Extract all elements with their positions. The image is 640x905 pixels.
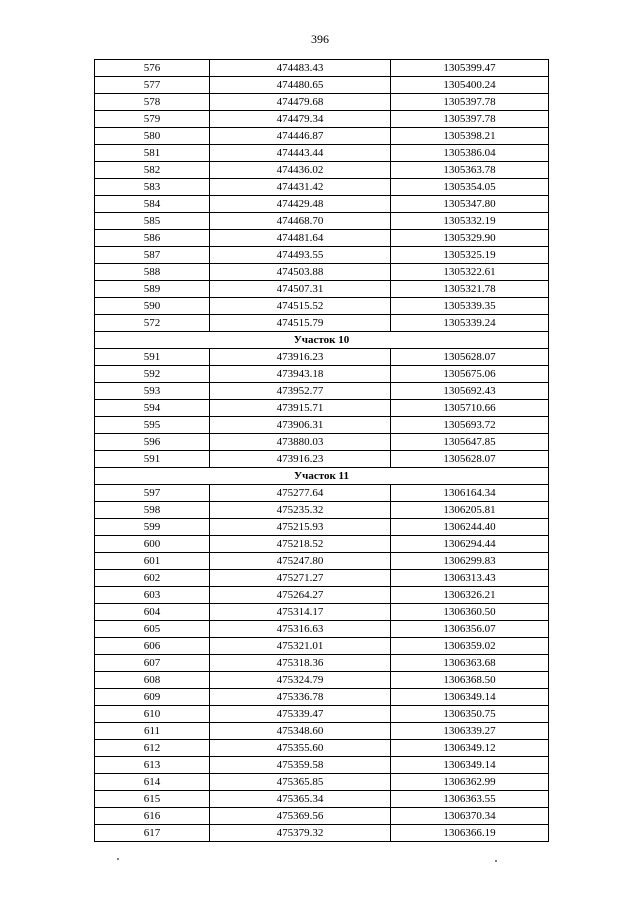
x-coordinate-cell: 475316.63 <box>210 621 391 638</box>
x-coordinate-cell: 474431.42 <box>210 179 391 196</box>
x-coordinate-cell: 475365.85 <box>210 774 391 791</box>
x-coordinate-cell: 475348.60 <box>210 723 391 740</box>
y-coordinate-cell: 1305329.90 <box>391 230 549 247</box>
table-row <box>95 706 549 723</box>
y-coordinate-cell: 1305332.19 <box>391 213 549 230</box>
table-row <box>95 366 549 383</box>
y-coordinate-cell: 1305675.06 <box>391 366 549 383</box>
y-coordinate-cell: 1305363.78 <box>391 162 549 179</box>
x-coordinate-cell: 474480.65 <box>210 77 391 94</box>
point-number-cell: 605 <box>95 621 210 638</box>
point-number-cell: 597 <box>95 485 210 502</box>
y-coordinate-cell: 1306356.07 <box>391 621 549 638</box>
point-number-cell: 587 <box>95 247 210 264</box>
y-coordinate-cell: 1305400.24 <box>391 77 549 94</box>
point-number-cell: 582 <box>95 162 210 179</box>
scan-speck <box>495 860 497 862</box>
table-row <box>95 77 549 94</box>
y-coordinate-cell: 1306339.27 <box>391 723 549 740</box>
point-number-cell: 614 <box>95 774 210 791</box>
table-row <box>95 179 549 196</box>
y-coordinate-cell: 1305347.80 <box>391 196 549 213</box>
y-coordinate-cell: 1306363.55 <box>391 791 549 808</box>
y-coordinate-cell: 1306359.02 <box>391 638 549 655</box>
point-number-cell: 581 <box>95 145 210 162</box>
table-row <box>95 757 549 774</box>
point-number-cell: 593 <box>95 383 210 400</box>
y-coordinate-cell: 1306326.21 <box>391 587 549 604</box>
table-row <box>95 213 549 230</box>
x-coordinate-cell: 474446.87 <box>210 128 391 145</box>
table-row <box>95 502 549 519</box>
x-coordinate-cell: 475264.27 <box>210 587 391 604</box>
point-number-cell: 600 <box>95 536 210 553</box>
x-coordinate-cell: 474493.55 <box>210 247 391 264</box>
point-number-cell: 603 <box>95 587 210 604</box>
table-row <box>95 281 549 298</box>
table-row <box>95 400 549 417</box>
table-row <box>95 655 549 672</box>
table-row <box>95 264 549 281</box>
point-number-cell: 613 <box>95 757 210 774</box>
x-coordinate-cell: 474503.88 <box>210 264 391 281</box>
y-coordinate-cell: 1306368.50 <box>391 672 549 689</box>
y-coordinate-cell: 1306349.14 <box>391 757 549 774</box>
point-number-cell: 610 <box>95 706 210 723</box>
scan-speck <box>117 858 119 860</box>
point-number-cell: 608 <box>95 672 210 689</box>
table-row <box>95 298 549 315</box>
y-coordinate-cell: 1305386.04 <box>391 145 549 162</box>
table-row <box>95 536 549 553</box>
table-row <box>95 315 549 332</box>
table-row <box>95 723 549 740</box>
x-coordinate-cell: 475339.47 <box>210 706 391 723</box>
table-row <box>95 774 549 791</box>
x-coordinate-cell: 474436.02 <box>210 162 391 179</box>
y-coordinate-cell: 1305325.19 <box>391 247 549 264</box>
point-number-cell: 607 <box>95 655 210 672</box>
y-coordinate-cell: 1305321.78 <box>391 281 549 298</box>
point-number-cell: 580 <box>95 128 210 145</box>
point-number-cell: 579 <box>95 111 210 128</box>
y-coordinate-cell: 1306370.34 <box>391 808 549 825</box>
point-number-cell: 591 <box>95 349 210 366</box>
page-number: 396 <box>311 32 329 46</box>
y-coordinate-cell: 1305692.43 <box>391 383 549 400</box>
table-row <box>95 128 549 145</box>
x-coordinate-cell: 474443.44 <box>210 145 391 162</box>
coordinates-table-body <box>95 60 549 842</box>
x-coordinate-cell: 475355.60 <box>210 740 391 757</box>
table-row <box>95 621 549 638</box>
table-row <box>95 604 549 621</box>
x-coordinate-cell: 473916.23 <box>210 349 391 366</box>
x-coordinate-cell: 475365.34 <box>210 791 391 808</box>
table-row <box>95 570 549 587</box>
x-coordinate-cell: 475324.79 <box>210 672 391 689</box>
point-number-cell: 590 <box>95 298 210 315</box>
y-coordinate-cell: 1306360.50 <box>391 604 549 621</box>
x-coordinate-cell: 473916.23 <box>210 451 391 468</box>
y-coordinate-cell: 1306294.44 <box>391 536 549 553</box>
y-coordinate-cell: 1305647.85 <box>391 434 549 451</box>
y-coordinate-cell: 1306362.99 <box>391 774 549 791</box>
table-row <box>95 451 549 468</box>
table-row <box>95 791 549 808</box>
x-coordinate-cell: 474481.64 <box>210 230 391 247</box>
table-row <box>95 808 549 825</box>
table-row <box>95 162 549 179</box>
point-number-cell: 615 <box>95 791 210 808</box>
table-row <box>95 383 549 400</box>
point-number-cell: 588 <box>95 264 210 281</box>
point-number-cell: 602 <box>95 570 210 587</box>
point-number-cell: 596 <box>95 434 210 451</box>
x-coordinate-cell: 474479.34 <box>210 111 391 128</box>
table-row <box>95 60 549 77</box>
y-coordinate-cell: 1305322.61 <box>391 264 549 281</box>
x-coordinate-cell: 474429.48 <box>210 196 391 213</box>
point-number-cell: 589 <box>95 281 210 298</box>
x-coordinate-cell: 475277.64 <box>210 485 391 502</box>
point-number-cell: 576 <box>95 60 210 77</box>
x-coordinate-cell: 474468.70 <box>210 213 391 230</box>
point-number-cell: 598 <box>95 502 210 519</box>
table-row <box>95 689 549 706</box>
x-coordinate-cell: 473880.03 <box>210 434 391 451</box>
y-coordinate-cell: 1306313.43 <box>391 570 549 587</box>
y-coordinate-cell: 1305399.47 <box>391 60 549 77</box>
section-header-row <box>95 468 549 485</box>
point-number-cell: 578 <box>95 94 210 111</box>
section-title: Участок 10 <box>95 332 549 349</box>
x-coordinate-cell: 475218.52 <box>210 536 391 553</box>
x-coordinate-cell: 475336.78 <box>210 689 391 706</box>
y-coordinate-cell: 1305397.78 <box>391 111 549 128</box>
point-number-cell: 584 <box>95 196 210 213</box>
x-coordinate-cell: 475379.32 <box>210 825 391 842</box>
y-coordinate-cell: 1305693.72 <box>391 417 549 434</box>
x-coordinate-cell: 475247.80 <box>210 553 391 570</box>
table-row <box>95 825 549 842</box>
section-header-row <box>95 332 549 349</box>
x-coordinate-cell: 475235.32 <box>210 502 391 519</box>
point-number-cell: 612 <box>95 740 210 757</box>
x-coordinate-cell: 475318.36 <box>210 655 391 672</box>
y-coordinate-cell: 1305710.66 <box>391 400 549 417</box>
point-number-cell: 604 <box>95 604 210 621</box>
point-number-cell: 585 <box>95 213 210 230</box>
point-number-cell: 577 <box>95 77 210 94</box>
y-coordinate-cell: 1306164.34 <box>391 485 549 502</box>
table-row <box>95 145 549 162</box>
table-row <box>95 553 549 570</box>
x-coordinate-cell: 474483.43 <box>210 60 391 77</box>
x-coordinate-cell: 473952.77 <box>210 383 391 400</box>
y-coordinate-cell: 1305397.78 <box>391 94 549 111</box>
y-coordinate-cell: 1305628.07 <box>391 451 549 468</box>
y-coordinate-cell: 1306366.19 <box>391 825 549 842</box>
coordinates-table <box>94 59 549 842</box>
table-row <box>95 485 549 502</box>
point-number-cell: 595 <box>95 417 210 434</box>
table-row <box>95 638 549 655</box>
point-number-cell: 606 <box>95 638 210 655</box>
x-coordinate-cell: 474515.52 <box>210 298 391 315</box>
point-number-cell: 572 <box>95 315 210 332</box>
y-coordinate-cell: 1306363.68 <box>391 655 549 672</box>
table-row <box>95 434 549 451</box>
point-number-cell: 586 <box>95 230 210 247</box>
table-row <box>95 230 549 247</box>
y-coordinate-cell: 1306244.40 <box>391 519 549 536</box>
point-number-cell: 601 <box>95 553 210 570</box>
x-coordinate-cell: 474515.79 <box>210 315 391 332</box>
table-row <box>95 519 549 536</box>
y-coordinate-cell: 1305398.21 <box>391 128 549 145</box>
point-number-cell: 599 <box>95 519 210 536</box>
x-coordinate-cell: 473915.71 <box>210 400 391 417</box>
y-coordinate-cell: 1306349.14 <box>391 689 549 706</box>
x-coordinate-cell: 474507.31 <box>210 281 391 298</box>
table-row <box>95 740 549 757</box>
table-row <box>95 94 549 111</box>
point-number-cell: 583 <box>95 179 210 196</box>
x-coordinate-cell: 475359.58 <box>210 757 391 774</box>
x-coordinate-cell: 475369.56 <box>210 808 391 825</box>
y-coordinate-cell: 1305339.24 <box>391 315 549 332</box>
point-number-cell: 617 <box>95 825 210 842</box>
table-row <box>95 672 549 689</box>
table-row <box>95 417 549 434</box>
y-coordinate-cell: 1306350.75 <box>391 706 549 723</box>
section-title: Участок 11 <box>95 468 549 485</box>
y-coordinate-cell: 1305628.07 <box>391 349 549 366</box>
y-coordinate-cell: 1305339.35 <box>391 298 549 315</box>
x-coordinate-cell: 475215.93 <box>210 519 391 536</box>
table-row <box>95 349 549 366</box>
table-row <box>95 196 549 213</box>
x-coordinate-cell: 475314.17 <box>210 604 391 621</box>
point-number-cell: 609 <box>95 689 210 706</box>
table-row <box>95 247 549 264</box>
point-number-cell: 591 <box>95 451 210 468</box>
x-coordinate-cell: 473943.18 <box>210 366 391 383</box>
y-coordinate-cell: 1305354.05 <box>391 179 549 196</box>
x-coordinate-cell: 475271.27 <box>210 570 391 587</box>
x-coordinate-cell: 474479.68 <box>210 94 391 111</box>
point-number-cell: 616 <box>95 808 210 825</box>
point-number-cell: 592 <box>95 366 210 383</box>
point-number-cell: 594 <box>95 400 210 417</box>
y-coordinate-cell: 1306299.83 <box>391 553 549 570</box>
table-row <box>95 587 549 604</box>
x-coordinate-cell: 473906.31 <box>210 417 391 434</box>
x-coordinate-cell: 475321.01 <box>210 638 391 655</box>
y-coordinate-cell: 1306349.12 <box>391 740 549 757</box>
point-number-cell: 611 <box>95 723 210 740</box>
y-coordinate-cell: 1306205.81 <box>391 502 549 519</box>
table-row <box>95 111 549 128</box>
